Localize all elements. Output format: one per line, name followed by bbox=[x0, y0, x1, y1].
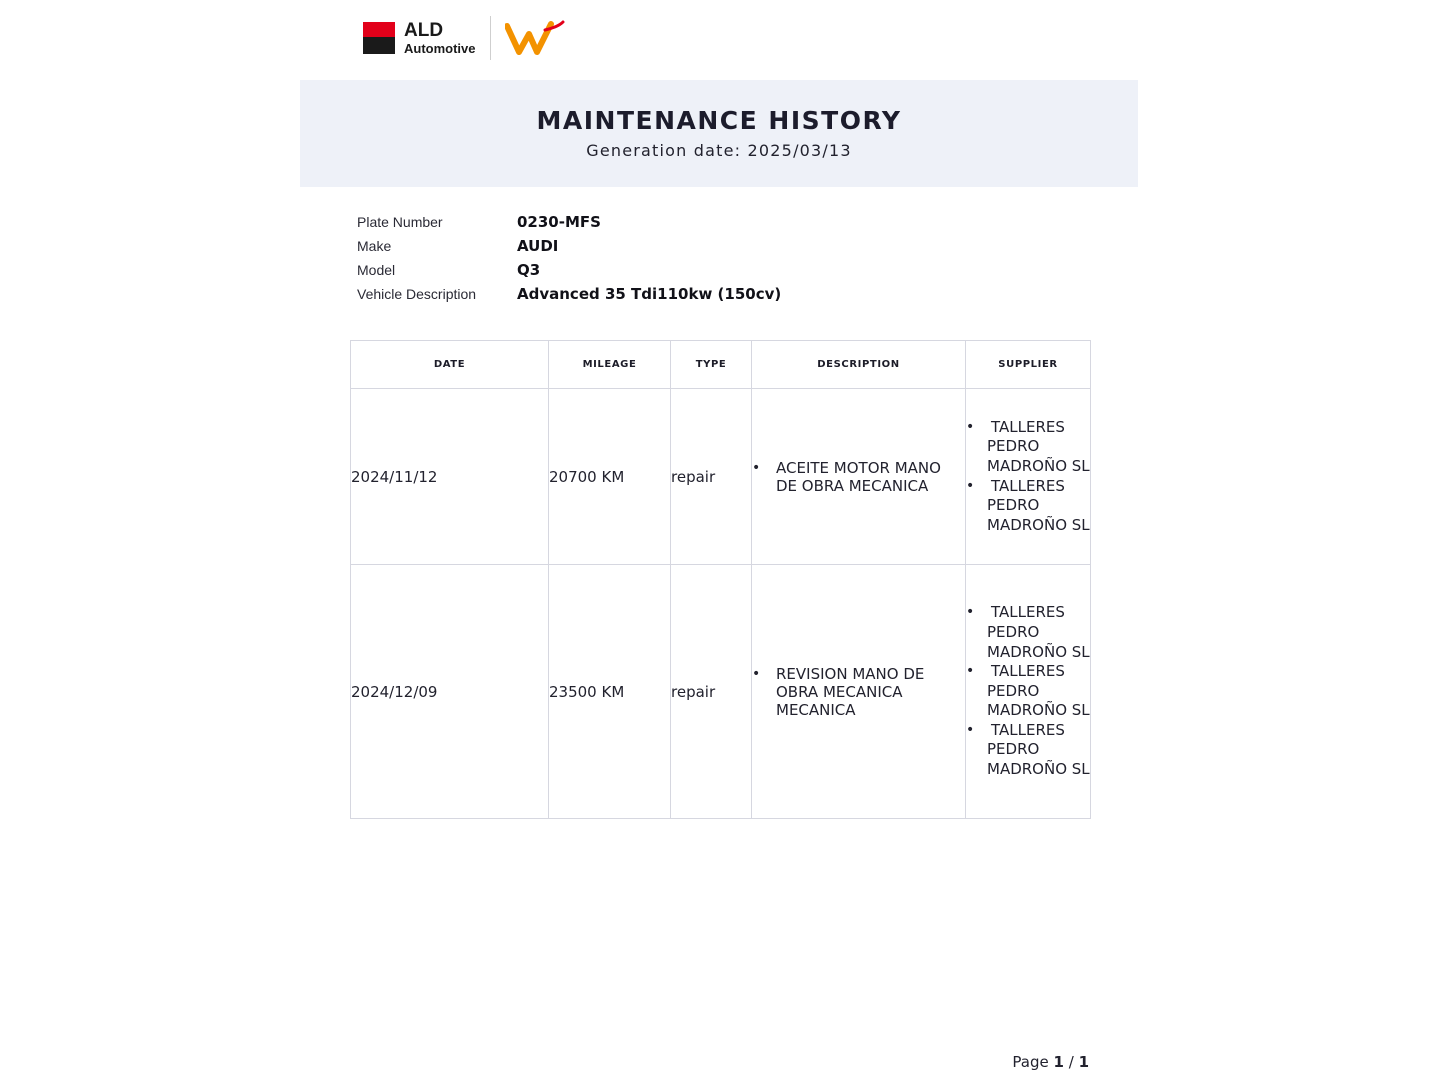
supplier-name: • TALLERES PEDRO MADROÑO SL bbox=[987, 720, 1090, 779]
ald-brand-subtitle: Automotive bbox=[404, 41, 476, 56]
supplier-name: • TALLERES PEDRO MADROÑO SL bbox=[987, 417, 1090, 475]
supplier-item bbox=[966, 418, 1090, 477]
supplier-name: • TALLERES PEDRO MADROÑO SL bbox=[987, 662, 1090, 720]
cell-mileage: 23500 KM bbox=[549, 565, 671, 819]
field-value: Advanced 35 Tdi110kw (150cv) bbox=[517, 285, 782, 303]
vehicle-field-description bbox=[357, 282, 781, 306]
supplier-item bbox=[966, 603, 1090, 662]
generation-date-line bbox=[300, 141, 1138, 160]
logo-divider bbox=[490, 16, 491, 60]
page-label: Page bbox=[1012, 1053, 1049, 1071]
field-value: Q3 bbox=[517, 261, 541, 279]
page-total: 1 bbox=[1078, 1053, 1089, 1071]
cell-type: repair bbox=[671, 389, 752, 565]
w-brand-logo-icon bbox=[505, 20, 565, 56]
title-band bbox=[300, 80, 1138, 187]
supplier-item bbox=[966, 721, 1090, 780]
vehicle-info bbox=[357, 210, 781, 306]
ald-logo-mark bbox=[363, 22, 395, 54]
supplier-name: • TALLERES PEDRO MADROÑO SL bbox=[987, 476, 1090, 534]
column-header-mileage: MILEAGE bbox=[549, 341, 671, 389]
cell-date: 2024/11/12 bbox=[351, 389, 549, 565]
generation-date-label: Generation date: bbox=[586, 141, 742, 160]
field-value: 0230-MFS bbox=[517, 213, 601, 231]
cell-description bbox=[752, 389, 966, 565]
column-header-description: DESCRIPTION bbox=[752, 341, 966, 389]
page-current: 1 bbox=[1053, 1053, 1064, 1071]
cell-type: repair bbox=[671, 565, 752, 819]
field-label: Vehicle Description bbox=[357, 286, 477, 302]
supplier-item bbox=[966, 477, 1090, 536]
cell-mileage: 20700 KM bbox=[549, 389, 671, 565]
generation-date-value: 2025/03/13 bbox=[747, 141, 852, 160]
column-header-supplier: SUPPLIER bbox=[966, 341, 1091, 389]
field-label: Plate Number bbox=[357, 214, 443, 230]
vehicle-field-plate bbox=[357, 210, 781, 234]
column-header-date: DATE bbox=[351, 341, 549, 389]
supplier-name: • TALLERES PEDRO MADROÑO SL bbox=[987, 603, 1090, 661]
description-item: • ACEITE MOTOR MANO DE OBRA MECANICA bbox=[752, 459, 965, 495]
field-label: Model bbox=[357, 262, 396, 278]
ald-logo-text bbox=[404, 21, 476, 55]
table-row bbox=[351, 389, 1091, 565]
cell-supplier bbox=[966, 565, 1091, 819]
table-row bbox=[351, 565, 1091, 819]
vehicle-field-make bbox=[357, 234, 781, 258]
field-value: AUDI bbox=[517, 237, 559, 255]
header-logos bbox=[363, 14, 565, 62]
column-header-type: TYPE bbox=[671, 341, 752, 389]
page-separator: / bbox=[1068, 1053, 1074, 1071]
field-label: Make bbox=[357, 238, 392, 254]
cell-description bbox=[752, 565, 966, 819]
page-indicator bbox=[1012, 1053, 1089, 1071]
description-item: • REVISION MANO DE OBRA MECANICA MECANICA bbox=[752, 665, 965, 719]
supplier-item bbox=[966, 662, 1090, 721]
cell-date: 2024/12/09 bbox=[351, 565, 549, 819]
table-header-row bbox=[351, 341, 1091, 389]
cell-supplier bbox=[966, 389, 1091, 565]
vehicle-field-model bbox=[357, 258, 781, 282]
ald-brand-name: ALD bbox=[404, 20, 444, 41]
page-title: MAINTENANCE HISTORY bbox=[536, 106, 902, 135]
maintenance-table bbox=[350, 340, 1091, 819]
